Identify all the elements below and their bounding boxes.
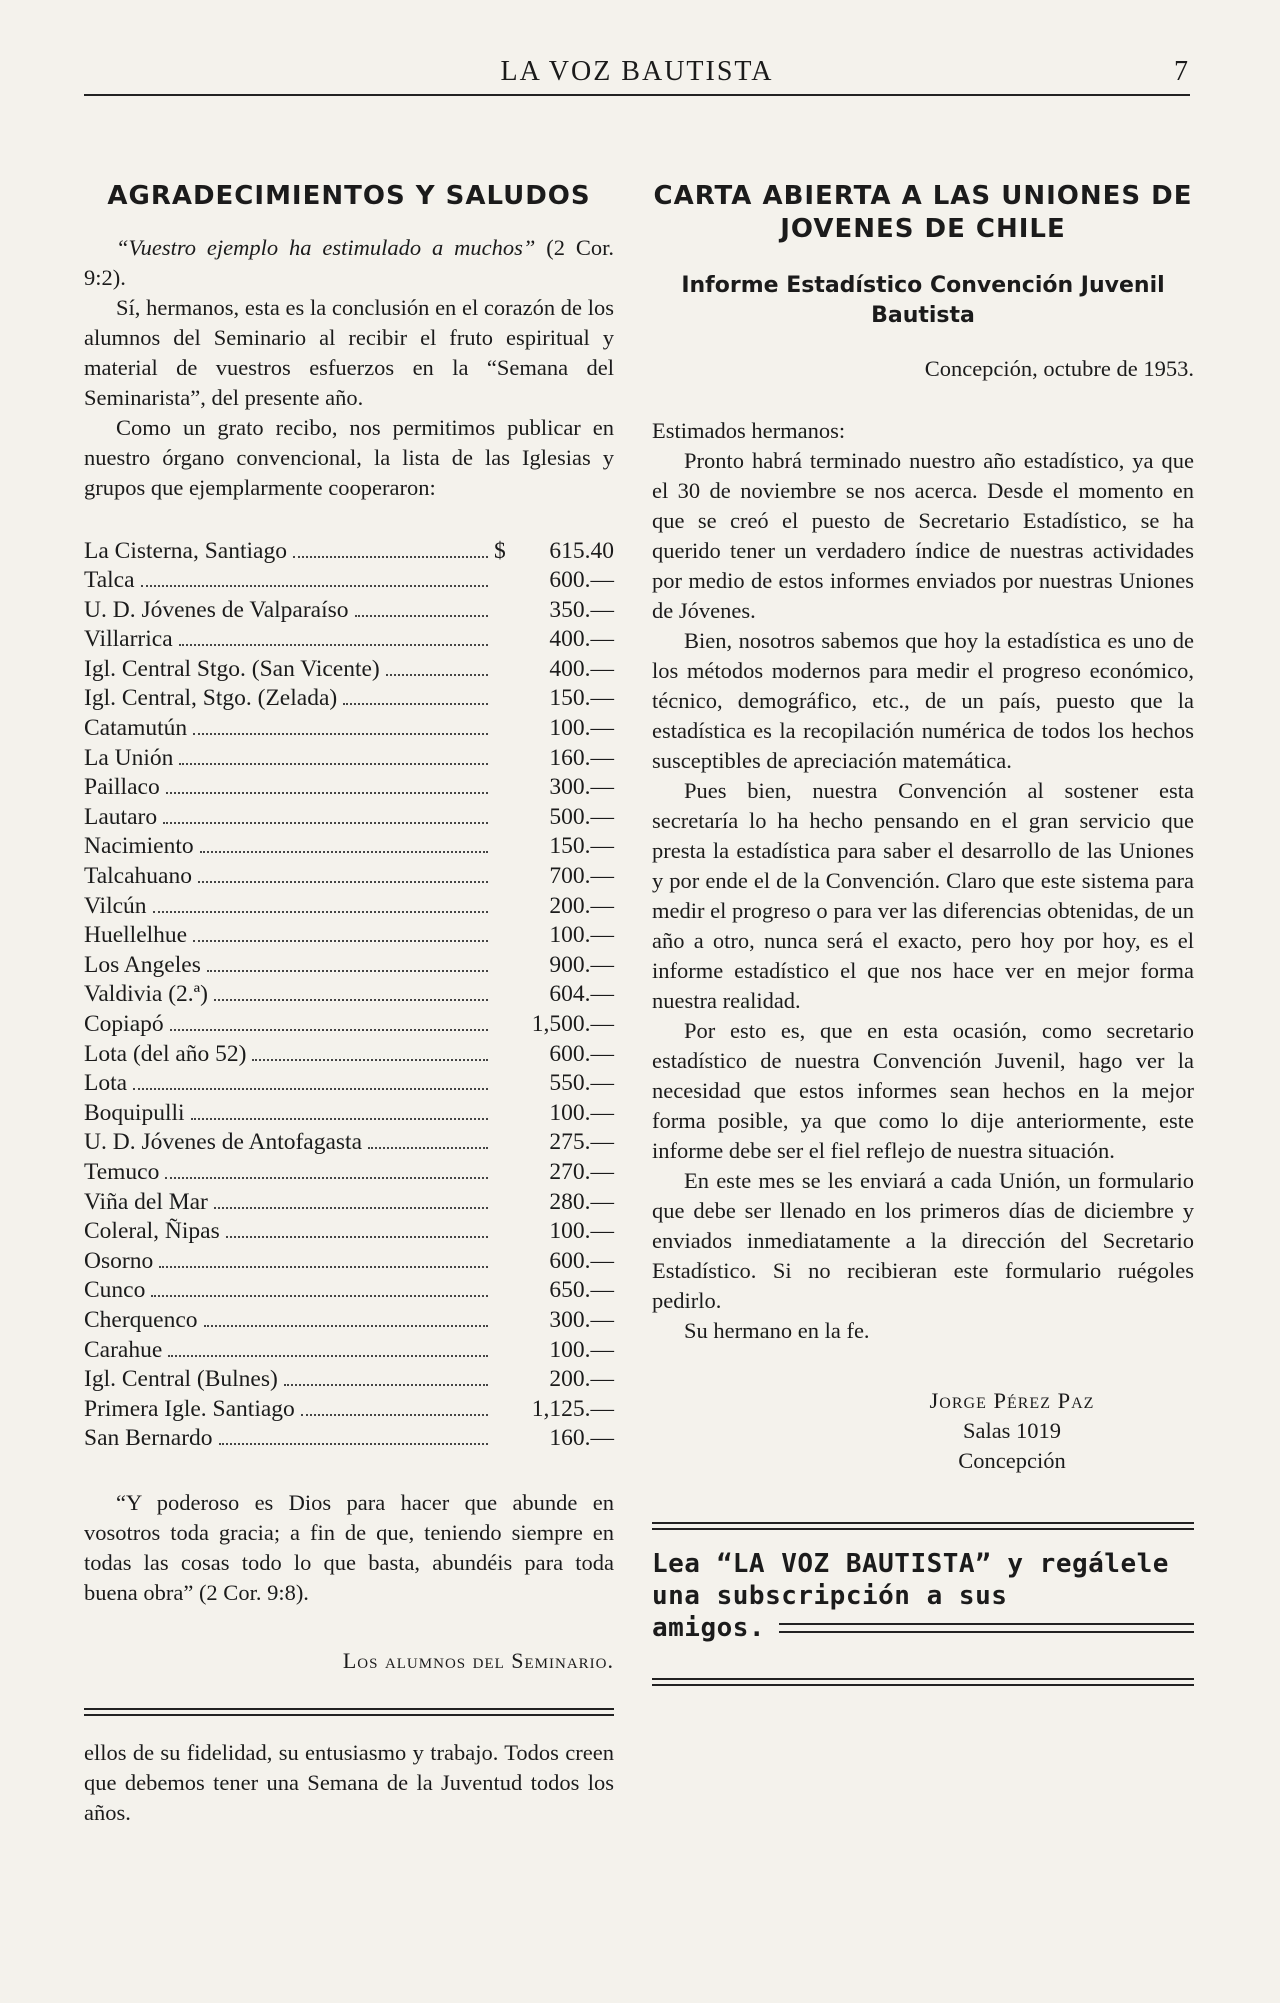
donor-name: Igl. Central (Bulnes) (84, 1366, 278, 1393)
donation-row (84, 951, 614, 981)
right-subheading: Informe Estadístico Convención Juvenil Bautista (681, 273, 1165, 328)
currency-sign: $ (494, 537, 506, 564)
donation-list (84, 537, 614, 1454)
right-column (652, 170, 1194, 1686)
donor-name: Lota (del año 52) (84, 1040, 247, 1067)
donation-row (84, 684, 614, 714)
donor-name: Igl. Central Stgo. (San Vicente) (84, 655, 380, 682)
donor-name: Viña del Mar (84, 1188, 208, 1215)
donation-row (84, 862, 614, 892)
donation-row (84, 1040, 614, 1070)
right-paragraph-5: En este mes se les enviará a cada Unión, un formulario que debe ser llenado en los primeros días de diciembre y enviados inmediatamente a la dirección del Secretario Estadístico. Si no recibieran este formulario ruégoles pedirlo. (652, 1168, 1194, 1314)
donation-row (84, 773, 614, 803)
donor-name: Coleral, Ñipas (84, 1218, 220, 1245)
leader-dots (193, 733, 488, 735)
quote-italic: “Vuestro ejemplo ha estimulado a muchos” (116, 234, 536, 260)
donation-row (84, 655, 614, 685)
donation-row (84, 596, 614, 626)
left-column (84, 170, 614, 1828)
leader-dots (386, 674, 488, 676)
donation-row (84, 1247, 614, 1277)
leader-dots (151, 1295, 488, 1297)
leader-dots (207, 970, 488, 972)
leader-dots (284, 1384, 488, 1386)
donation-amount: 160.— (549, 1425, 614, 1452)
leader-dots (165, 1177, 488, 1179)
donor-name: La Cisterna, Santiago (84, 537, 287, 564)
donation-amount: 200.— (549, 1366, 614, 1393)
donor-name: Los Angeles (84, 951, 201, 978)
donation-row (84, 714, 614, 744)
header-rule (84, 94, 1190, 96)
donor-name: Vilcún (84, 892, 147, 919)
leader-dots (159, 1266, 488, 1268)
donation-amount: 160.— (549, 744, 614, 771)
donation-row (84, 1395, 614, 1425)
donation-amount: 300.— (549, 774, 614, 801)
leader-dots (301, 1414, 488, 1416)
signature-name: Jorge Pérez Paz (929, 1388, 1095, 1414)
salutation: Estimados hermanos: (652, 418, 846, 444)
leader-dots (219, 1443, 488, 1445)
donor-name: Villarrica (84, 626, 173, 653)
leader-dots (252, 1059, 488, 1061)
donation-amount: 615.40 (549, 537, 614, 564)
donor-name: Temuco (84, 1158, 160, 1185)
ad-line-2: amigos. (652, 1613, 766, 1644)
donation-row (84, 1188, 614, 1218)
donor-name: Cherquenco (84, 1306, 198, 1333)
donation-row (84, 1365, 614, 1395)
donor-name: Boquipulli (84, 1099, 185, 1126)
leader-dots (166, 792, 488, 794)
donation-amount: 900.— (549, 951, 614, 978)
left-heading: AGRADECIMIENTOS Y SALUDOS (107, 181, 591, 211)
leader-dots (179, 644, 488, 646)
leader-dots (153, 911, 488, 913)
leader-dots (191, 1118, 488, 1120)
donor-name: La Unión (84, 744, 174, 771)
donation-amount: 150.— (549, 685, 614, 712)
donor-name: Talcahuano (84, 863, 192, 890)
donation-amount: 100.— (549, 1336, 614, 1363)
leader-dots (170, 1029, 488, 1031)
continued-text: ellos de su fidelidad, su entusiasmo y trabajo. Todos creen que debemos tener una Semana de la Juventud todos los años. (84, 1739, 614, 1825)
ad-line-rule (779, 1623, 1194, 1633)
donor-name: Osorno (84, 1247, 154, 1274)
donation-row (84, 832, 614, 862)
donor-name: Paillaco (84, 774, 160, 801)
donation-amount: 604.— (549, 981, 614, 1008)
donation-amount: 280.— (549, 1188, 614, 1215)
donation-amount: 600.— (549, 1040, 614, 1067)
left-paragraph-1: Sí, hermanos, esta es la conclusión en el corazón de los alumnos del Seminario al recibir el fruto espiritual y material de vuestros esfuerzos en la “Semana del Seminarista”, del presente año. (84, 294, 614, 410)
donation-row (84, 1217, 614, 1247)
right-heading: CARTA ABIERTA A LAS UNIONES DE JOVENES DE CHILE (653, 181, 1193, 244)
leader-dots (200, 851, 488, 853)
donor-name: Primera Igle. Santiago (84, 1395, 295, 1422)
donation-row (84, 1099, 614, 1129)
donation-row (84, 1158, 614, 1188)
donor-name: Nacimiento (84, 833, 194, 860)
magazine-title: LA VOZ BAUTISTA (500, 56, 774, 87)
opening-quote (84, 233, 614, 293)
donation-amount: 1,500.— (531, 1011, 614, 1037)
letter-date: Concepción, octubre de 1953. (924, 356, 1194, 382)
donation-row (84, 1128, 614, 1158)
donation-amount: 550.— (549, 1070, 614, 1097)
donation-row (84, 921, 614, 951)
ad-bottom-rule (652, 1678, 1194, 1686)
leader-dots (214, 1207, 488, 1209)
donation-row (84, 1306, 614, 1336)
donation-row (84, 537, 614, 567)
left-divider (84, 1708, 614, 1716)
donation-amount: 700.— (549, 863, 614, 890)
donation-row (84, 892, 614, 922)
page-header (84, 52, 1190, 92)
donor-name: Catamutún (84, 715, 188, 742)
donation-amount: 650.— (549, 1277, 614, 1304)
bible-quote: “Y poderoso es Dios para hacer que abunde en vosotros toda gracia; a fin de que, teniendo siempre en todas las cosas todo lo que basta, abundéis para toda buena obra” (2 Cor. 9:8). (84, 1489, 614, 1605)
ad-line-2-row (652, 1612, 1194, 1644)
donation-amount: 100.— (549, 1218, 614, 1245)
donation-amount: 100.— (549, 715, 614, 742)
donor-name: Igl. Central, Stgo. (Zelada) (84, 685, 338, 712)
leader-dots (343, 703, 488, 705)
donation-row (84, 980, 614, 1010)
donation-amount: 350.— (549, 596, 614, 623)
donor-name: Valdivia (2.ª) (84, 981, 208, 1008)
closing: Su hermano en la fe. (684, 1318, 870, 1344)
letter-signature (912, 1386, 1112, 1476)
donor-name: Huellelhue (84, 922, 188, 949)
subscription-ad (652, 1548, 1194, 1644)
leader-dots (368, 1147, 488, 1149)
right-paragraph-1: Pronto habrá terminado nuestro año estadístico, ya que el 30 de noviembre se nos acerca. Desde el momento en que se creó el puesto de Secretario Estadístico, se ha querido tener un verdadero índice de nuestras actividades por medio de estos informes enviados por nuestras Uniones de Jóvenes. (652, 448, 1194, 624)
donation-amount: 1,125.— (531, 1395, 614, 1422)
donation-amount: 400.— (549, 626, 614, 653)
donor-name: Lautaro (84, 803, 158, 830)
donation-row (84, 1010, 614, 1040)
right-paragraph-4: Por esto es, que en esta ocasión, como secretario estadístico de nuestra Convención Juvenil, hago ver la necesidad que estos informes sean hechos en la mejor forma posible, ya que como lo dije anteriormente, este informe debe ser el fiel reflejo de nuestra situación. (652, 1018, 1194, 1164)
leader-dots (198, 881, 488, 883)
page-number: 7 (1174, 56, 1190, 87)
donor-name: Lota (84, 1070, 128, 1097)
leader-dots (168, 1355, 488, 1357)
donation-amount: 300.— (549, 1306, 614, 1333)
signature-address: Salas 1019 (962, 1418, 1062, 1444)
donation-amount: 270.— (549, 1158, 614, 1185)
donation-amount: 200.— (549, 892, 614, 919)
donor-name: Talca (84, 567, 135, 594)
donation-amount: 100.— (549, 922, 614, 949)
right-paragraph-2: Bien, nosotros sabemos que hoy la estadística es uno de los métodos modernos para medir el progreso económico, técnico, demográfico, etc., de un país, puesto que la estadística es la recopilación numérica de todos los hechos susceptibles de apreciación matemática. (652, 628, 1194, 774)
donor-name: U. D. Jóvenes de Valparaíso (84, 596, 349, 623)
leader-dots (204, 1325, 488, 1327)
ad-top-rule (652, 1522, 1194, 1530)
quote-reference: (2 Cor. 9:2). (84, 234, 614, 290)
left-paragraph-2: Como un grato recibo, nos permitimos publicar en nuestro órgano convencional, la lista de las Iglesias y grupos que ejemplarmente cooperaron: (84, 414, 614, 500)
ad-line-1: Lea “LA VOZ BAUTISTA” y regálele una subscripción a sus (652, 1549, 1169, 1612)
leader-dots (226, 1236, 488, 1238)
donation-row (84, 1424, 614, 1454)
left-signature: Los alumnos del Seminario. (342, 1647, 614, 1673)
donation-row (84, 803, 614, 833)
donation-row (84, 1069, 614, 1099)
donation-amount: 100.— (549, 1099, 614, 1126)
donation-amount: 600.— (549, 567, 614, 594)
leader-dots (293, 556, 488, 558)
donation-row (84, 1276, 614, 1306)
donation-amount: 275.— (549, 1129, 614, 1156)
leader-dots (133, 1088, 488, 1090)
leader-dots (141, 585, 488, 587)
donation-row (84, 1336, 614, 1366)
donation-row (84, 566, 614, 596)
right-paragraph-3: Pues bien, nuestra Convención al sostener esta secretaría lo ha hecho pensando en el gran servicio que presta la estadística para saber el desarrollo de las Uniones y por ende el de la Convención. Claro que este sistema para medir el progreso o para ver las diferencias obtenidas, de un año a otro, nunca será el exacto, pero hoy por hoy, es el informe estadístico el que nos hace ver en mejor forma nuestra realidad. (652, 778, 1194, 1014)
leader-dots (163, 822, 488, 824)
donor-name: Cunco (84, 1277, 146, 1304)
leader-dots (193, 940, 488, 942)
leader-dots (355, 615, 488, 617)
donor-name: Copiapó (84, 1011, 164, 1037)
donor-name: Carahue (84, 1336, 163, 1363)
donor-name: U. D. Jóvenes de Antofagasta (84, 1129, 363, 1156)
signature-city: Concepción (958, 1448, 1066, 1474)
donation-amount: 400.— (549, 655, 614, 682)
leader-dots (179, 763, 488, 765)
donation-amount: 500.— (549, 803, 614, 830)
donation-row (84, 625, 614, 655)
leader-dots (214, 999, 488, 1001)
donation-amount: 150.— (549, 833, 614, 860)
donation-row (84, 744, 614, 774)
donor-name: San Bernardo (84, 1425, 213, 1452)
donation-amount: 600.— (549, 1247, 614, 1274)
